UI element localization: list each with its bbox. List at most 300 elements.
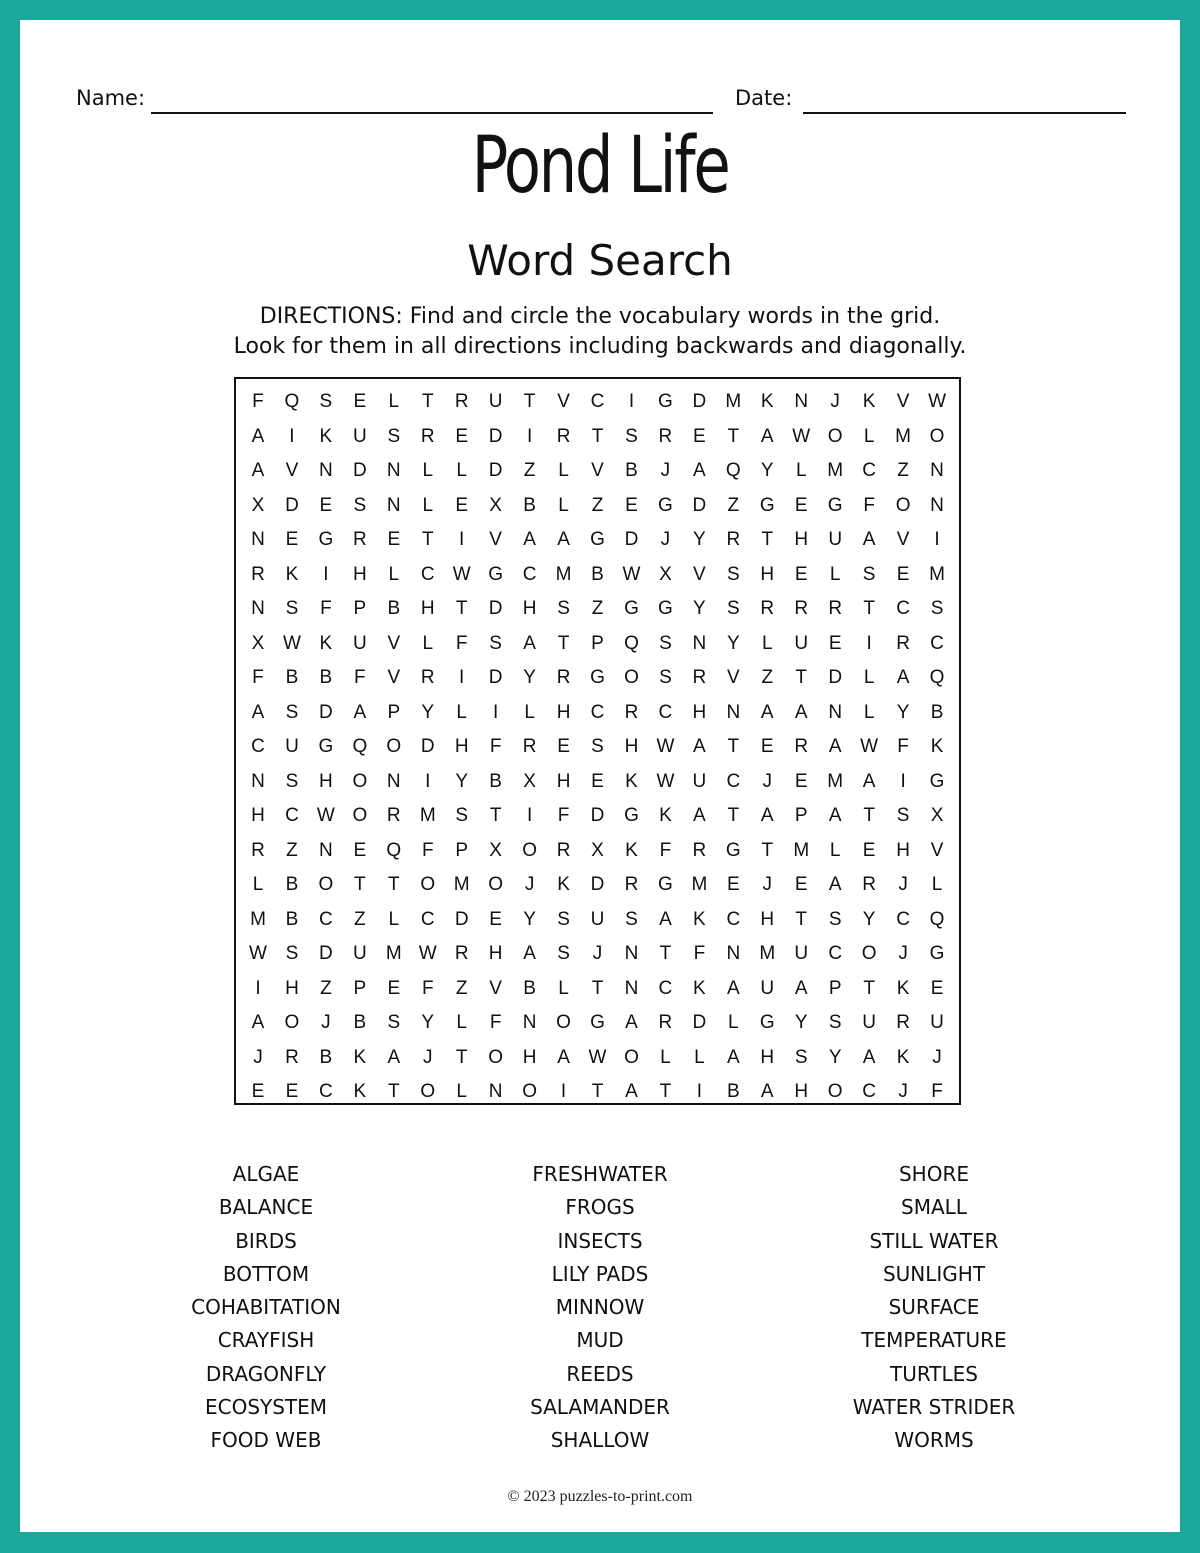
grid-cell[interactable]: A — [760, 701, 774, 723]
grid-cell[interactable]: K — [557, 874, 570, 896]
grid-cell[interactable]: N — [624, 977, 639, 999]
grid-cell[interactable]: B — [319, 1046, 333, 1068]
grid-cell[interactable]: I — [526, 425, 533, 447]
grid-cell[interactable]: D — [488, 598, 503, 620]
grid-cell[interactable]: O — [827, 1081, 843, 1103]
grid-cell[interactable]: F — [931, 1081, 943, 1103]
grid-cell[interactable]: M — [827, 770, 844, 792]
grid-cell[interactable]: O — [861, 943, 877, 965]
grid-cell[interactable]: W — [928, 391, 946, 413]
grid-cell[interactable]: A — [794, 701, 808, 723]
grid-cell[interactable]: E — [794, 563, 808, 585]
grid-cell[interactable]: A — [353, 701, 367, 723]
grid-cell[interactable]: O — [352, 770, 368, 792]
grid-cell[interactable]: G — [827, 494, 843, 516]
grid-cell[interactable]: D — [488, 460, 503, 482]
grid-cell[interactable]: S — [828, 1012, 842, 1034]
grid-cell[interactable]: H — [794, 1081, 809, 1103]
grid-cell[interactable]: J — [321, 1012, 331, 1034]
grid-cell[interactable]: E — [726, 874, 740, 896]
grid-cell[interactable]: S — [319, 391, 333, 413]
grid-cell[interactable]: U — [285, 736, 299, 758]
grid-cell[interactable]: N — [488, 1081, 503, 1103]
grid-cell[interactable]: V — [896, 529, 910, 551]
grid-cell[interactable]: E — [319, 494, 333, 516]
grid-cell[interactable]: W — [282, 632, 301, 654]
grid-cell[interactable]: Y — [760, 460, 774, 482]
grid-cell[interactable]: I — [255, 977, 261, 999]
grid-cell[interactable]: O — [488, 1046, 504, 1068]
grid-cell[interactable]: F — [489, 1012, 502, 1034]
grid-cell[interactable]: L — [829, 839, 841, 861]
grid-cell[interactable]: S — [930, 598, 944, 620]
grid-cell[interactable]: O — [556, 1012, 571, 1034]
grid-cell[interactable]: C — [658, 701, 673, 723]
grid-cell[interactable]: F — [252, 391, 264, 413]
grid-cell[interactable]: T — [863, 977, 875, 999]
grid-cell[interactable]: N — [930, 494, 944, 516]
grid-cell[interactable]: F — [897, 736, 909, 758]
grid-cell[interactable]: V — [726, 667, 740, 689]
grid-cell[interactable]: U — [590, 908, 605, 930]
grid-cell[interactable]: C — [930, 632, 944, 654]
grid-cell[interactable]: T — [727, 425, 740, 447]
grid-cell[interactable]: Q — [624, 632, 639, 654]
grid-cell[interactable]: R — [692, 667, 707, 689]
grid-cell[interactable]: O — [624, 1046, 639, 1068]
grid-cell[interactable]: T — [863, 805, 875, 827]
grid-cell[interactable]: O — [522, 839, 537, 861]
grid-cell[interactable]: A — [625, 1012, 638, 1034]
grid-cell[interactable]: S — [625, 908, 638, 930]
grid-cell[interactable]: K — [353, 1046, 367, 1068]
grid-cell[interactable]: C — [726, 908, 741, 930]
grid-cell[interactable]: R — [420, 425, 435, 447]
grid-cell[interactable]: D — [420, 736, 435, 758]
grid-cell[interactable]: S — [828, 908, 842, 930]
grid-cell[interactable]: L — [761, 632, 773, 654]
grid-cell[interactable]: R — [862, 874, 876, 896]
grid-cell[interactable]: A — [862, 1046, 876, 1068]
grid-cell[interactable]: Z — [354, 908, 366, 930]
grid-cell[interactable]: H — [285, 977, 299, 999]
grid-cell[interactable]: V — [896, 391, 910, 413]
grid-cell[interactable]: Z — [523, 460, 536, 482]
grid-cell[interactable]: F — [455, 632, 468, 654]
grid-cell[interactable]: I — [560, 1081, 567, 1103]
grid-cell[interactable]: L — [795, 460, 807, 482]
grid-cell[interactable]: K — [285, 563, 299, 585]
grid-cell[interactable]: W — [656, 770, 675, 792]
name-field[interactable] — [151, 112, 713, 114]
grid-cell[interactable]: S — [625, 425, 638, 447]
grid-cell[interactable]: S — [557, 943, 570, 965]
grid-cell[interactable]: L — [422, 632, 434, 654]
grid-cell[interactable]: W — [418, 943, 437, 965]
grid-cell[interactable]: G — [759, 1012, 775, 1034]
grid-cell[interactable]: E — [353, 391, 367, 413]
grid-cell[interactable]: E — [557, 736, 570, 758]
grid-cell[interactable]: J — [422, 1046, 433, 1068]
grid-cell[interactable]: Y — [421, 1012, 435, 1034]
grid-cell[interactable]: V — [489, 977, 502, 999]
grid-cell[interactable]: S — [896, 805, 910, 827]
grid-cell[interactable]: N — [726, 701, 741, 723]
grid-cell[interactable]: A — [523, 529, 536, 551]
grid-cell[interactable]: N — [319, 839, 333, 861]
grid-cell[interactable]: L — [456, 701, 467, 723]
grid-cell[interactable]: V — [693, 563, 706, 585]
grid-cell[interactable]: R — [420, 667, 435, 689]
grid-cell[interactable]: J — [898, 943, 908, 965]
grid-cell[interactable]: Y — [693, 598, 706, 620]
grid-cell[interactable]: S — [726, 563, 740, 585]
grid-cell[interactable]: Q — [386, 839, 402, 861]
grid-cell[interactable]: Y — [523, 908, 536, 930]
grid-cell[interactable]: Q — [929, 908, 945, 930]
grid-cell[interactable]: A — [251, 701, 265, 723]
grid-cell[interactable]: A — [828, 874, 842, 896]
grid-cell[interactable]: O — [624, 667, 639, 689]
grid-cell[interactable]: A — [862, 529, 876, 551]
grid-cell[interactable]: Y — [794, 1012, 808, 1034]
grid-cell[interactable]: H — [624, 736, 639, 758]
grid-cell[interactable]: K — [896, 977, 910, 999]
grid-cell[interactable]: T — [421, 391, 434, 413]
grid-cell[interactable]: B — [285, 874, 299, 896]
grid-cell[interactable]: T — [421, 529, 434, 551]
grid-cell[interactable]: D — [590, 805, 605, 827]
grid-cell[interactable]: E — [285, 529, 299, 551]
grid-cell[interactable]: I — [425, 770, 431, 792]
grid-cell[interactable]: L — [829, 563, 841, 585]
grid-cell[interactable]: A — [828, 736, 842, 758]
grid-cell[interactable]: Z — [761, 667, 774, 689]
grid-cell[interactable]: E — [794, 770, 808, 792]
grid-cell[interactable]: H — [556, 770, 571, 792]
grid-cell[interactable]: N — [386, 460, 401, 482]
grid-cell[interactable]: I — [526, 805, 533, 827]
grid-cell[interactable]: O — [318, 874, 334, 896]
grid-cell[interactable]: E — [387, 977, 401, 999]
grid-cell[interactable]: R — [285, 1046, 299, 1068]
grid-cell[interactable]: N — [251, 529, 265, 551]
date-field[interactable] — [803, 112, 1126, 114]
grid-cell[interactable]: V — [285, 460, 299, 482]
grid-cell[interactable]: C — [828, 943, 843, 965]
grid-cell[interactable]: N — [624, 943, 639, 965]
grid-cell[interactable]: C — [862, 1081, 876, 1103]
grid-cell[interactable]: D — [624, 529, 639, 551]
grid-cell[interactable]: R — [352, 529, 367, 551]
grid-cell[interactable]: F — [354, 667, 366, 689]
grid-cell[interactable]: V — [387, 667, 401, 689]
grid-cell[interactable]: W — [622, 563, 641, 585]
grid-cell[interactable]: N — [251, 598, 265, 620]
grid-cell[interactable]: D — [692, 494, 707, 516]
grid-cell[interactable]: G — [488, 563, 504, 585]
grid-cell[interactable]: M — [419, 805, 436, 827]
grid-cell[interactable]: L — [660, 1046, 671, 1068]
grid-cell[interactable]: M — [827, 460, 844, 482]
grid-cell[interactable]: M — [759, 943, 776, 965]
grid-cell[interactable]: N — [726, 943, 741, 965]
grid-cell[interactable]: B — [387, 598, 401, 620]
grid-cell[interactable]: H — [352, 563, 367, 585]
grid-cell[interactable]: A — [523, 943, 536, 965]
grid-cell[interactable]: L — [252, 874, 264, 896]
grid-cell[interactable]: D — [352, 460, 367, 482]
grid-cell[interactable]: S — [387, 1012, 401, 1034]
grid-cell[interactable]: N — [386, 770, 401, 792]
grid-cell[interactable]: A — [760, 1081, 774, 1103]
grid-cell[interactable]: J — [762, 874, 773, 896]
grid-cell[interactable]: S — [455, 805, 469, 827]
grid-cell[interactable]: O — [929, 425, 945, 447]
grid-cell[interactable]: A — [760, 425, 774, 447]
grid-cell[interactable]: S — [489, 632, 502, 654]
grid-cell[interactable]: W — [792, 425, 811, 447]
grid-cell[interactable]: S — [659, 667, 672, 689]
grid-cell[interactable]: E — [930, 977, 944, 999]
grid-cell[interactable]: K — [625, 839, 638, 861]
grid-cell[interactable]: M — [691, 874, 708, 896]
grid-cell[interactable]: R — [556, 839, 571, 861]
grid-cell[interactable]: E — [387, 529, 401, 551]
grid-cell[interactable]: S — [387, 425, 401, 447]
grid-cell[interactable]: R — [828, 598, 843, 620]
grid-cell[interactable]: F — [557, 805, 570, 827]
grid-cell[interactable]: A — [693, 805, 706, 827]
grid-cell[interactable]: A — [896, 667, 910, 689]
grid-cell[interactable]: D — [488, 425, 503, 447]
grid-cell[interactable]: T — [591, 425, 604, 447]
grid-cell[interactable]: Q — [725, 460, 741, 482]
grid-cell[interactable]: V — [387, 632, 401, 654]
grid-cell[interactable]: R — [624, 874, 639, 896]
grid-cell[interactable]: J — [762, 770, 773, 792]
grid-cell[interactable]: G — [624, 805, 639, 827]
grid-cell[interactable]: Z — [591, 494, 604, 516]
grid-cell[interactable]: F — [659, 839, 672, 861]
grid-cell[interactable]: N — [386, 494, 401, 516]
grid-cell[interactable]: Y — [523, 667, 536, 689]
grid-cell[interactable]: A — [557, 529, 570, 551]
grid-cell[interactable]: Y — [455, 770, 469, 792]
grid-cell[interactable]: H — [760, 1046, 775, 1068]
grid-cell[interactable]: U — [930, 1012, 944, 1034]
grid-cell[interactable]: L — [558, 494, 569, 516]
grid-cell[interactable]: C — [285, 805, 299, 827]
grid-cell[interactable]: T — [795, 667, 808, 689]
grid-cell[interactable]: B — [523, 494, 536, 516]
grid-cell[interactable]: P — [387, 701, 401, 723]
grid-cell[interactable]: B — [591, 563, 604, 585]
grid-cell[interactable]: B — [285, 908, 299, 930]
grid-cell[interactable]: L — [388, 908, 400, 930]
grid-cell[interactable]: V — [591, 460, 604, 482]
grid-cell[interactable]: D — [488, 667, 503, 689]
grid-cell[interactable]: B — [285, 667, 299, 689]
grid-cell[interactable]: L — [456, 1081, 467, 1103]
grid-cell[interactable]: W — [452, 563, 471, 585]
grid-cell[interactable]: G — [658, 598, 673, 620]
grid-cell[interactable]: W — [656, 736, 675, 758]
grid-cell[interactable]: N — [522, 1012, 537, 1034]
grid-cell[interactable]: L — [863, 667, 875, 689]
grid-cell[interactable]: T — [863, 598, 875, 620]
grid-cell[interactable]: T — [659, 1081, 672, 1103]
grid-cell[interactable]: Z — [455, 977, 468, 999]
grid-cell[interactable]: D — [828, 667, 843, 689]
grid-cell[interactable]: C — [319, 908, 333, 930]
grid-cell[interactable]: Z — [727, 494, 740, 516]
grid-cell[interactable]: D — [692, 391, 707, 413]
grid-cell[interactable]: S — [862, 563, 876, 585]
grid-cell[interactable]: O — [522, 1081, 537, 1103]
grid-cell[interactable]: X — [523, 770, 536, 792]
grid-cell[interactable]: A — [794, 977, 808, 999]
grid-cell[interactable]: Y — [828, 1046, 842, 1068]
grid-cell[interactable]: D — [454, 908, 469, 930]
grid-cell[interactable]: B — [489, 770, 502, 792]
grid-cell[interactable]: A — [659, 908, 672, 930]
grid-cell[interactable]: R — [251, 563, 265, 585]
grid-cell[interactable]: Y — [862, 908, 876, 930]
grid-cell[interactable]: S — [794, 1046, 808, 1068]
grid-cell[interactable]: E — [828, 632, 842, 654]
grid-cell[interactable]: L — [558, 460, 569, 482]
grid-cell[interactable]: T — [354, 874, 366, 896]
grid-cell[interactable]: E — [760, 736, 774, 758]
grid-cell[interactable]: R — [726, 529, 741, 551]
grid-cell[interactable]: L — [694, 1046, 705, 1068]
grid-cell[interactable]: H — [692, 701, 707, 723]
grid-cell[interactable]: H — [760, 563, 775, 585]
grid-cell[interactable]: R — [624, 701, 639, 723]
grid-cell[interactable]: U — [760, 977, 775, 999]
grid-cell[interactable]: C — [896, 908, 910, 930]
grid-cell[interactable]: G — [759, 494, 775, 516]
grid-cell[interactable]: X — [251, 632, 265, 654]
grid-cell[interactable]: I — [934, 529, 940, 551]
grid-cell[interactable]: R — [896, 632, 910, 654]
grid-cell[interactable]: Y — [421, 701, 435, 723]
grid-cell[interactable]: S — [591, 736, 604, 758]
grid-cell[interactable]: A — [726, 1046, 740, 1068]
grid-cell[interactable]: A — [625, 1081, 638, 1103]
grid-cell[interactable]: U — [794, 632, 809, 654]
grid-cell[interactable]: R — [658, 425, 673, 447]
grid-cell[interactable]: A — [726, 977, 740, 999]
grid-cell[interactable]: Q — [352, 736, 368, 758]
grid-cell[interactable]: S — [557, 908, 570, 930]
grid-cell[interactable]: C — [522, 563, 537, 585]
grid-cell[interactable]: E — [591, 770, 604, 792]
grid-cell[interactable]: U — [488, 391, 503, 413]
grid-cell[interactable]: J — [253, 1046, 263, 1068]
grid-cell[interactable]: H — [760, 908, 775, 930]
grid-cell[interactable]: M — [453, 874, 470, 896]
grid-cell[interactable]: G — [590, 1012, 605, 1034]
grid-cell[interactable]: F — [421, 977, 434, 999]
grid-cell[interactable]: V — [489, 529, 502, 551]
grid-cell[interactable]: T — [727, 805, 740, 827]
grid-cell[interactable]: D — [692, 1012, 707, 1034]
grid-cell[interactable]: U — [352, 943, 367, 965]
grid-cell[interactable]: E — [353, 839, 367, 861]
grid-cell[interactable]: R — [760, 598, 775, 620]
grid-cell[interactable]: J — [660, 460, 671, 482]
grid-cell[interactable]: K — [760, 391, 774, 413]
grid-cell[interactable]: H — [251, 805, 265, 827]
grid-cell[interactable]: I — [866, 632, 872, 654]
grid-cell[interactable]: Z — [897, 460, 909, 482]
grid-cell[interactable]: I — [628, 391, 635, 413]
grid-cell[interactable]: H — [794, 529, 809, 551]
grid-cell[interactable]: I — [459, 529, 465, 551]
grid-cell[interactable]: H — [454, 736, 469, 758]
grid-cell[interactable]: C — [862, 460, 876, 482]
grid-cell[interactable]: M — [385, 943, 402, 965]
grid-cell[interactable]: R — [794, 736, 809, 758]
grid-cell[interactable]: H — [488, 943, 503, 965]
grid-cell[interactable]: H — [319, 770, 333, 792]
grid-cell[interactable]: K — [659, 805, 672, 827]
grid-cell[interactable]: X — [251, 494, 265, 516]
grid-cell[interactable]: L — [728, 1012, 739, 1034]
grid-cell[interactable]: J — [932, 1046, 942, 1068]
grid-cell[interactable]: T — [557, 632, 570, 654]
grid-cell[interactable]: A — [828, 805, 842, 827]
grid-cell[interactable]: I — [900, 770, 906, 792]
grid-cell[interactable]: U — [862, 1012, 876, 1034]
grid-cell[interactable]: E — [862, 839, 876, 861]
grid-cell[interactable]: I — [696, 1081, 702, 1103]
grid-cell[interactable]: A — [523, 632, 536, 654]
grid-cell[interactable]: E — [285, 1081, 299, 1103]
grid-cell[interactable]: G — [725, 839, 741, 861]
grid-cell[interactable]: A — [557, 1046, 570, 1068]
grid-cell[interactable]: C — [420, 908, 435, 930]
grid-cell[interactable]: U — [692, 770, 707, 792]
grid-cell[interactable]: K — [896, 1046, 910, 1068]
grid-cell[interactable]: Y — [896, 701, 910, 723]
grid-cell[interactable]: K — [862, 391, 876, 413]
grid-cell[interactable]: B — [319, 667, 333, 689]
grid-cell[interactable]: K — [353, 1081, 367, 1103]
grid-cell[interactable]: G — [658, 874, 673, 896]
grid-cell[interactable]: G — [929, 943, 945, 965]
grid-cell[interactable]: G — [929, 770, 945, 792]
grid-cell[interactable]: B — [625, 460, 638, 482]
grid-cell[interactable]: J — [660, 529, 671, 551]
grid-cell[interactable]: J — [830, 391, 840, 413]
grid-cell[interactable]: D — [285, 494, 299, 516]
grid-cell[interactable]: M — [555, 563, 572, 585]
grid-cell[interactable]: O — [827, 425, 843, 447]
grid-cell[interactable]: X — [489, 494, 502, 516]
grid-cell[interactable]: R — [692, 839, 707, 861]
grid-cell[interactable]: S — [285, 770, 299, 792]
grid-cell[interactable]: K — [693, 977, 706, 999]
grid-cell[interactable]: R — [386, 805, 401, 827]
grid-cell[interactable]: L — [456, 460, 467, 482]
grid-cell[interactable]: Z — [286, 839, 298, 861]
grid-cell[interactable]: E — [896, 563, 910, 585]
grid-cell[interactable]: O — [895, 494, 911, 516]
grid-cell[interactable]: H — [420, 598, 435, 620]
